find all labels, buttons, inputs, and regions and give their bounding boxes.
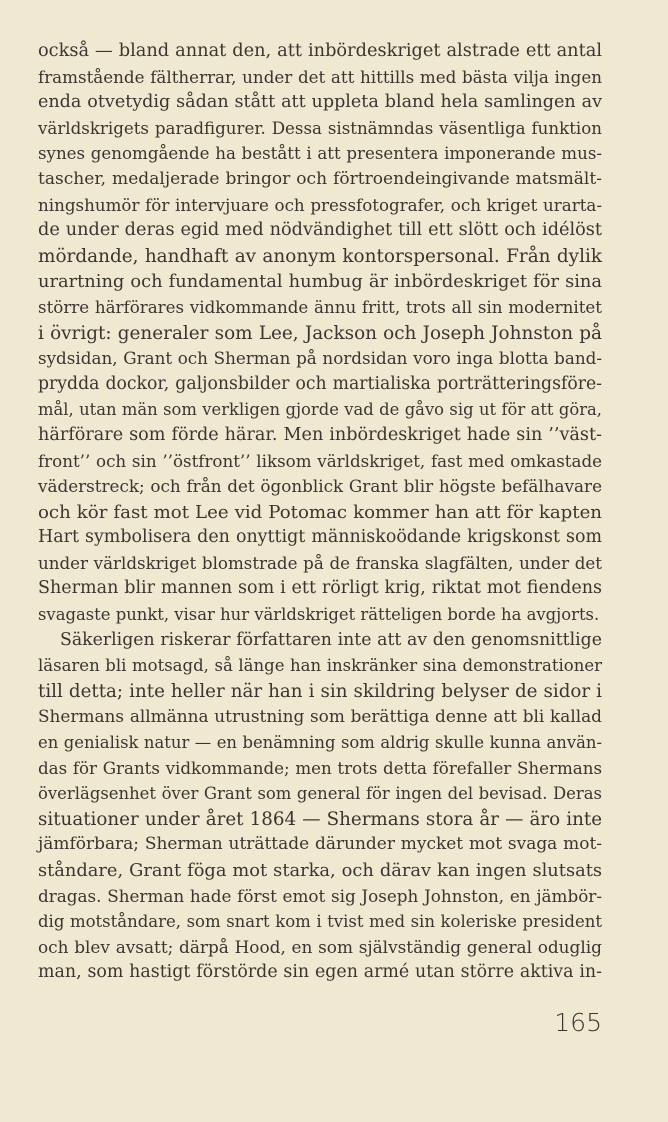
text-line-1: också — bland annat den, att inbördeskriget alstrade ett antal [38,41,602,61]
text-line-17: front’’ och sin ’’östfront’’ liksom världskriget, fast med omkastade [38,450,602,471]
text-line-18: väderstreck; och från det ögonblick Grant blir högste befälhavare [38,476,602,497]
text-line-31: situationer under året 1864 — Shermans stora år — äro inte [38,808,602,830]
text-line-9: mördande, handhaft av anonym kontorspersonal. Från dylik [38,245,602,267]
text-line-19: och kör fast mot Lee vid Potomac kommer han att för kapten [38,501,602,523]
text-line-28: en genialisk natur — en benämning som aldrig skulle kunna använ- [38,733,602,753]
text-line-29: das för Grants vidkommande; men trots detta förefaller Shermans [38,758,602,778]
text-line-37: man, som hastigt förstörde sin egen armé utan större aktiva in- [38,962,602,983]
text-line-35: dig motståndare, som snart kom i tvist med sin koleriske president [38,912,602,932]
page-number: 165 [554,1008,602,1037]
text-line-12: i övrigt: generaler som Lee, Jackson och Joseph Johnston på [38,322,602,344]
text-line-8: de under deras egid med nödvändighet till ett slött och idélöst [38,220,602,241]
text-line-11: större härförares vidkommande ännu fritt, trots all sin modernitet [38,296,602,317]
text-line-5: synes genomgående ha bestått i att presentera imponerande mus- [38,144,602,164]
text-line-14: prydda dockor, galjonsbilder och martialiska porträtteringsföre- [38,373,602,394]
text-line-23: svagaste punkt, visar hur världskriget rätteligen borde ha avgjorts. [38,605,600,625]
body-text [38,39,602,986]
text-line-30: överlägsenhet över Grant som general för ingen del bevisad. Deras [38,784,602,804]
text-line-7: ningshumör för intervjuare och pressfotografer, och kriget urarta- [38,195,602,215]
text-line-26: till detta; inte heller när han i sin skildring belyser de sidor i [38,680,602,702]
text-line-36: och blev avsatt; därpå Hood, en som självständig general oduglig [38,936,602,957]
text-line-10: urartning och fundamental humbug är inbördeskriget för sina [38,271,602,293]
text-line-27: Shermans allmänna utrustning som berättiga denne att bli kallad [38,706,602,727]
text-line-6: tascher, medaljerade bringor och förtroendeingivande matsmält- [38,168,602,189]
text-line-24: Säkerligen riskerar författaren inte att av den genomsnittlige [60,629,602,650]
text-line-21: under världskriget blomstrade på de franska slagfälten, under det [38,553,602,573]
text-line-16: härförare som förde härar. Men inbördeskriget hade sin ’’väst- [38,424,602,445]
text-line-3: enda otvetydig sådan stått att uppleta bland hela samlingen av [38,92,602,113]
text-line-4: världskrigets paradfigurer. Dessa sistnämndas väsentliga funktion [38,118,602,138]
text-line-22: Sherman blir mannen som i ett rörligt krig, riktat mot fiendens [38,578,602,599]
text-line-13: sydsidan, Grant och Sherman på nordsidan voro inga blotta band- [38,348,602,369]
text-line-25: läsaren bli motsagd, så länge han inskränker sina demonstrationer [38,656,602,676]
text-line-15: mål, utan män som verkligen gjorde vad de gåvo sig ut för att göra, [38,400,602,420]
text-line-33: ståndare, Grant föga mot starka, och därav kan ingen slutsats [38,860,602,881]
text-line-34: dragas. Sherman hade först emot sig Joseph Johnston, en jämbör- [38,885,602,906]
text-line-20: Hart symbolisera den onyttigt människoödande krigskonst som [38,527,602,548]
text-line-2: framstående fältherrar, under det att hittills med bästa vilja ingen [38,66,602,87]
text-line-32: jämförbara; Sherman uträttade därunder mycket mot svaga mot- [38,834,602,855]
